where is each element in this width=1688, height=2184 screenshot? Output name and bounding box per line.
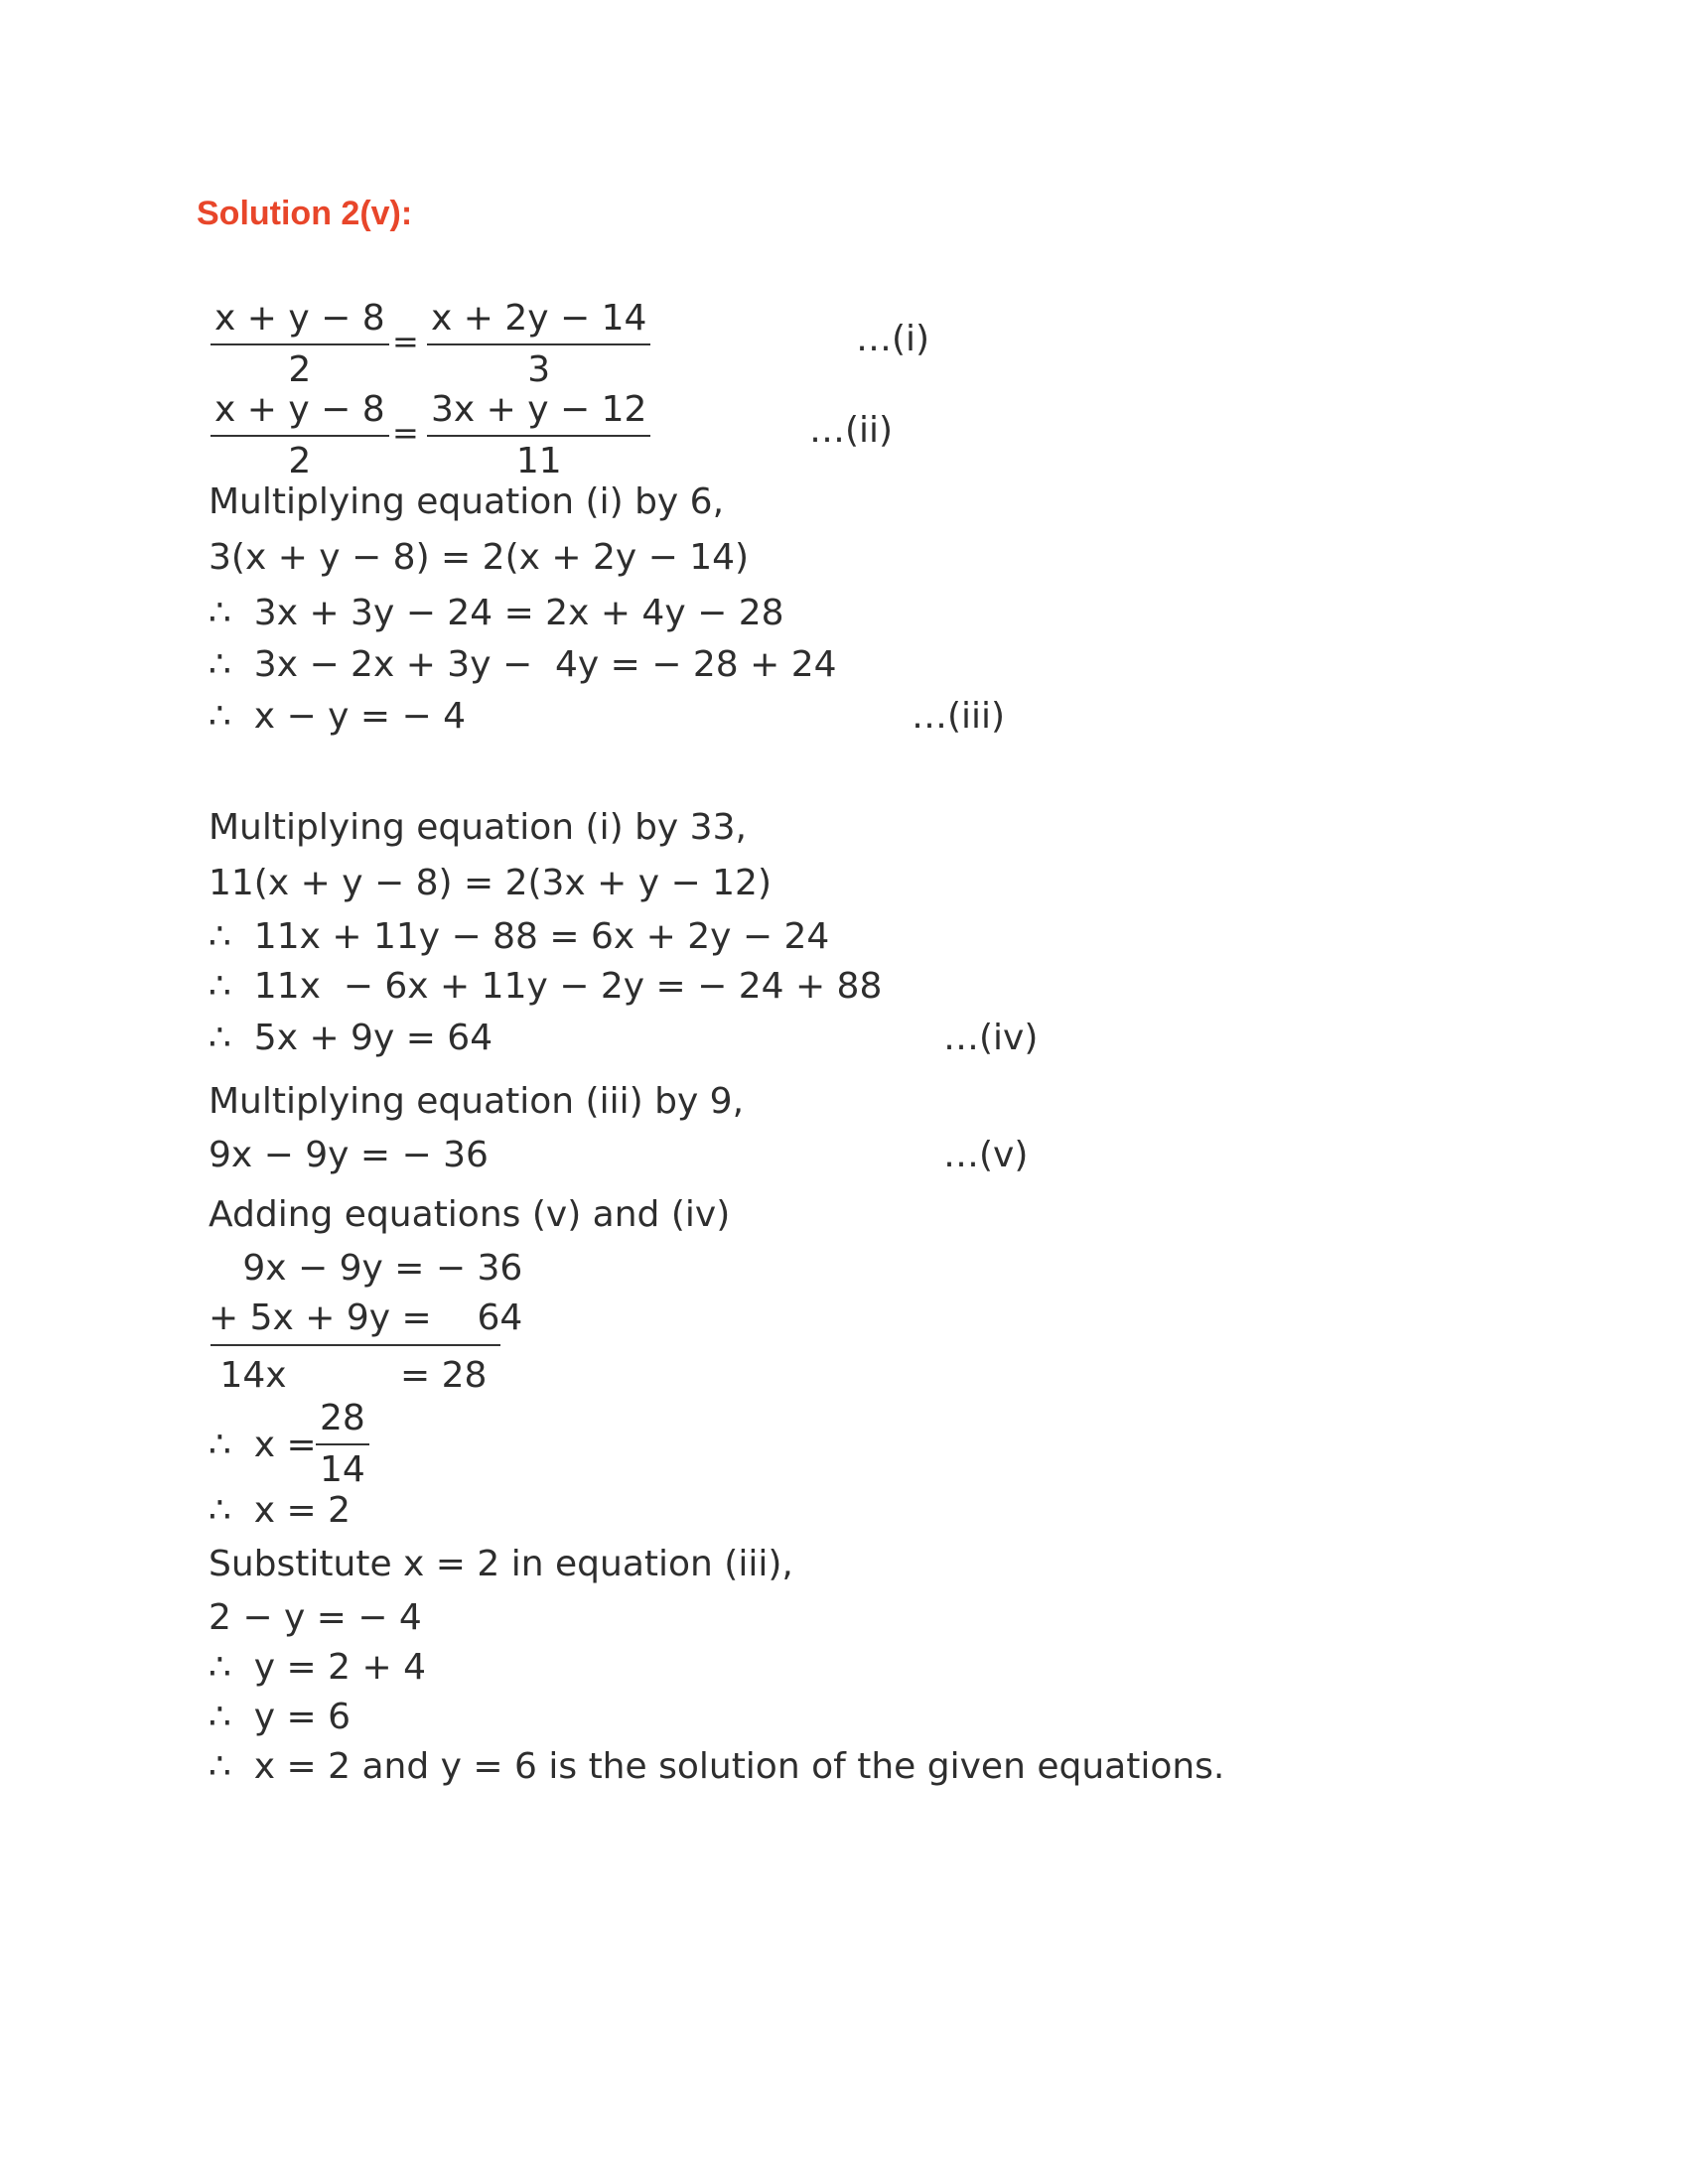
eq2-lhs-numerator: x + y − 8 [211,389,389,437]
step-text: 11(x + y − 8) = 2(3x + y − 12) [209,863,772,903]
eq1-lhs-numerator: x + y − 8 [211,298,389,345]
addition-row-1: 9x − 9y = − 36 [209,1248,523,1289]
step-text: Multiplying equation (i) by 33, [209,807,747,848]
step-text: ∴ 11x + 11y − 88 = 6x + 2y − 24 [209,916,830,957]
step-text: ∴ x − y = − 4 [209,696,467,737]
eq5-tag: …(v) [943,1135,1029,1175]
step-text: Multiplying equation (i) by 6, [209,481,725,522]
addition-rule [211,1344,500,1346]
eq1-rhs-fraction [427,298,650,391]
step-text: 9x − 9y = − 36 [209,1135,489,1175]
addition-result: 14x = 28 [209,1355,488,1396]
eq3-tag: …(iii) [912,696,1006,737]
step-text: ∴ 3x − 2x + 3y − 4y = − 28 + 24 [209,644,837,685]
eq2-rhs-fraction [427,389,650,482]
step-text: ∴ x = 2 [209,1490,352,1531]
step-text: 3(x + y − 8) = 2(x + 2y − 14) [209,537,750,578]
step-text: ∴ y = 6 [209,1697,352,1737]
x-numerator: 28 [316,1398,369,1445]
eq1-equals: = [392,323,419,360]
addition-row-2: + 5x + 9y = 64 [209,1297,523,1338]
eq2-equals: = [392,414,419,452]
eq1-lhs-fraction [211,298,389,391]
eq2-lhs-fraction [211,389,389,482]
step-text: 2 − y = − 4 [209,1597,422,1638]
step-text: ∴ 11x − 6x + 11y − 2y = − 24 + 88 [209,966,883,1007]
step-text: ∴ 3x + 3y − 24 = 2x + 4y − 28 [209,593,784,633]
eq1-rhs-numerator: x + 2y − 14 [427,298,650,345]
eq2-rhs-denominator: 11 [515,441,562,481]
step-text: Substitute x = 2 in equation (iii), [209,1544,793,1584]
eq2-rhs-numerator: 3x + y − 12 [427,389,650,437]
x-fraction [316,1398,369,1491]
x-denominator: 14 [320,1449,365,1490]
eq1-lhs-denominator: 2 [288,349,312,390]
eq4-tag: …(iv) [943,1018,1039,1058]
solution-heading: Solution 2(v): [197,195,413,232]
conclusion-text: ∴ x = 2 and y = 6 is the solution of the given equations. [209,1746,1225,1787]
step-text: Adding equations (v) and (iv) [209,1194,731,1235]
x-prefix: ∴ x = [209,1425,317,1465]
eq1-rhs-denominator: 3 [527,349,551,390]
eq2-lhs-denominator: 2 [288,441,312,481]
eq2-tag: …(ii) [809,410,894,451]
step-text: Multiplying equation (iii) by 9, [209,1081,745,1122]
step-text: ∴ 5x + 9y = 64 [209,1018,493,1058]
eq1-tag: …(i) [856,319,930,359]
step-text: ∴ y = 2 + 4 [209,1647,427,1688]
